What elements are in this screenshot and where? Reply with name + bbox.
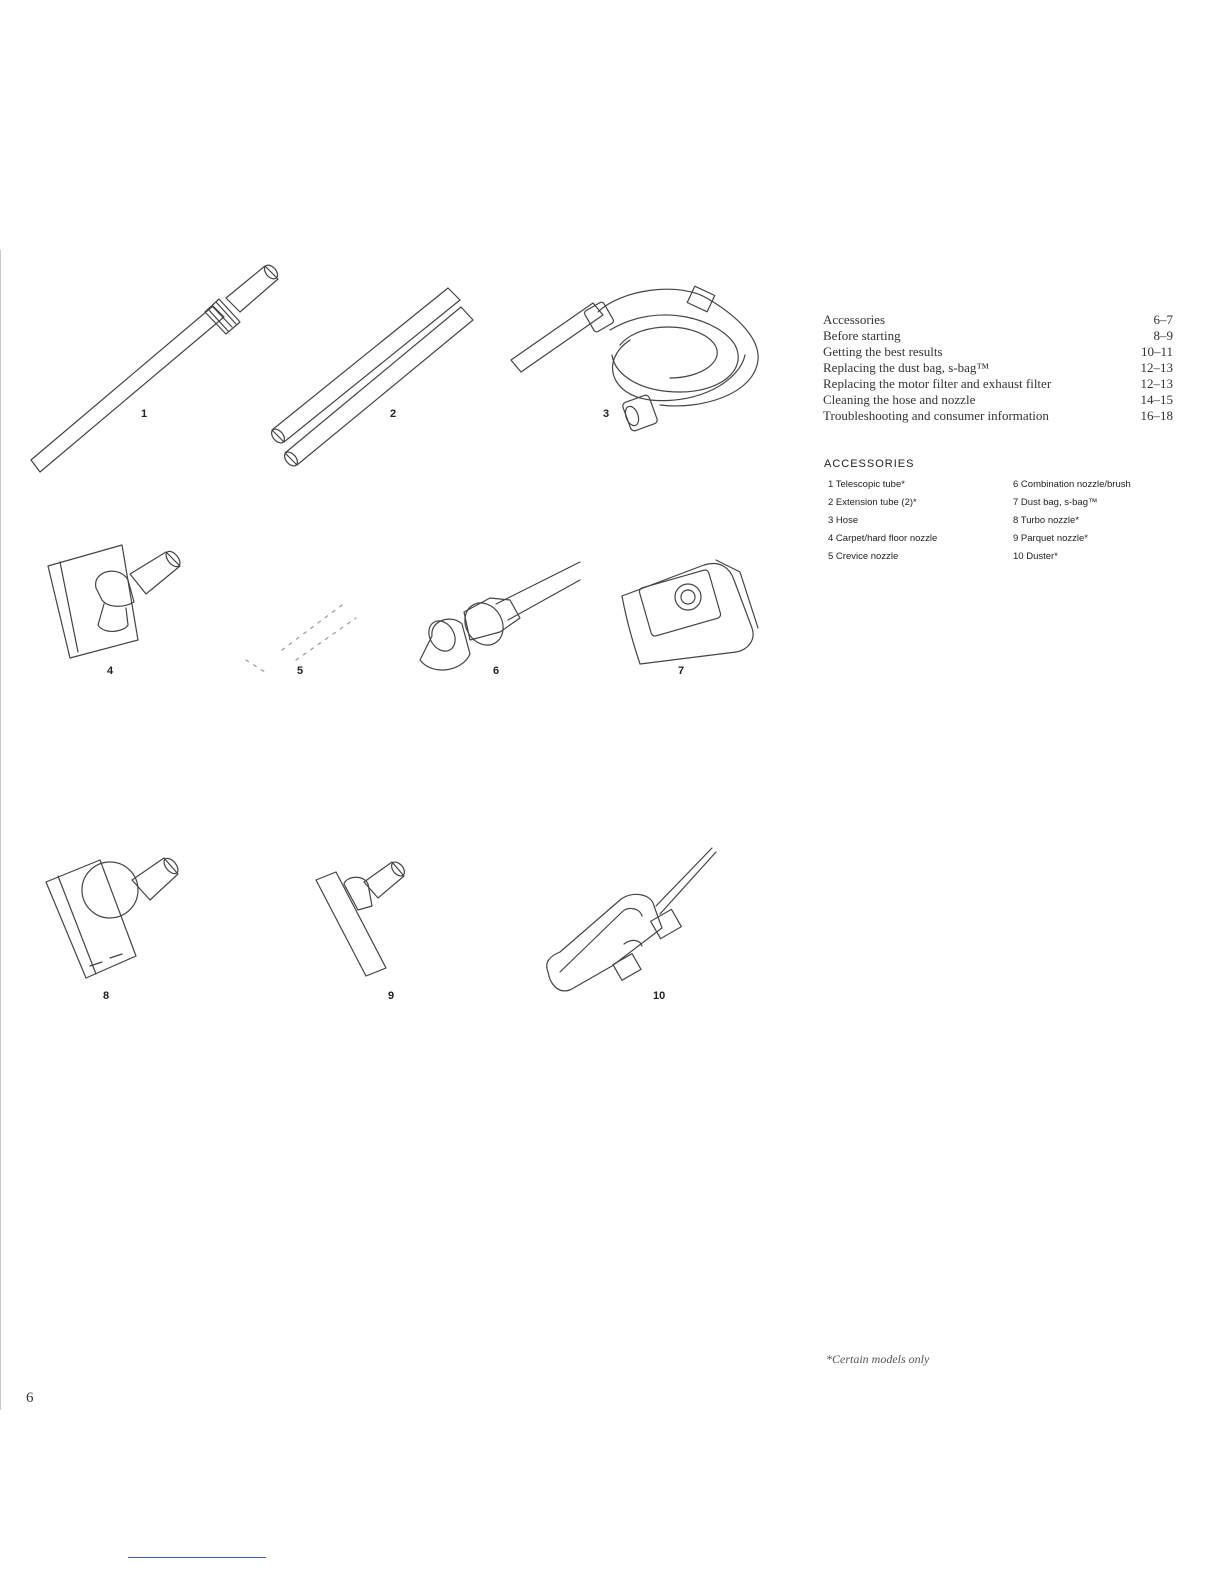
list-item: 3 Hose [828,515,859,526]
toc-row[interactable] [823,408,1173,424]
carpet-nozzle-icon [48,545,183,658]
toc-pages: 14–15 [1140,392,1173,407]
toc-row[interactable] [823,312,1173,328]
toc-title: Accessories [823,312,886,327]
hose-icon [511,286,758,432]
turbo-nozzle-icon [46,856,181,978]
toc-pages: 10–11 [1140,344,1173,359]
list-item: 4 Carpet/hard floor nozzle [828,533,938,544]
list-item: 7 Dust bag, s-bag™ [1013,497,1098,508]
toc-row[interactable] [823,376,1173,392]
crevice-nozzle-icon [246,602,356,674]
list-item: 6 Combination nozzle/brush [1013,479,1131,490]
telescopic-tube-icon [31,263,280,472]
toc-pages: 6–7 [1153,312,1173,327]
figure-number-4: 4 [107,665,114,677]
toc-row[interactable] [823,344,1173,360]
toc-title: Replacing the dust bag, s-bag™ [823,360,990,375]
list-item: 9 Parquet nozzle* [1013,533,1088,544]
extension-tube-icon [269,288,473,468]
accessories-list-right [1013,478,1131,568]
toc-title: Getting the best results [823,344,943,359]
list-item: 8 Turbo nozzle* [1013,515,1080,526]
figure-number-6: 6 [493,665,500,677]
figure-number-10: 10 [653,990,666,1002]
figure-number-2: 2 [390,408,397,420]
list-item: 1 Telescopic tube* [828,479,905,490]
toc-pages: 12–13 [1140,360,1173,375]
toc-pages: 12–13 [1140,376,1173,391]
toc-title: Before starting [823,328,901,343]
table-of-contents [823,312,1173,424]
list-item: 10 Duster* [1013,551,1058,562]
accessories-list-left [828,478,937,568]
bottom-rule [128,1557,266,1558]
figure-number-7: 7 [678,665,685,677]
figure-number-1: 1 [141,408,148,420]
list-item: 5 Crevice nozzle [828,551,899,562]
combination-nozzle-icon [420,562,580,670]
toc-title: Troubleshooting and consumer information [823,408,1049,423]
accessories-heading: ACCESSORIES [824,458,915,470]
duster-icon [547,848,716,991]
toc-pages: 8–9 [1153,328,1173,343]
list-item: 2 Extension tube (2)* [828,497,917,508]
figure-number-3: 3 [603,408,610,420]
figure-number-9: 9 [388,990,395,1002]
parquet-nozzle-icon [316,860,407,976]
dust-bag-icon [622,560,758,664]
page-number: 6 [26,1390,34,1406]
toc-pages: 16–18 [1140,408,1173,423]
toc-title: Replacing the motor filter and exhaust filter [823,376,1052,391]
figure-number-8: 8 [103,990,110,1002]
figure-number-5: 5 [297,665,304,677]
toc-row[interactable] [823,360,1173,376]
footnote: *Certain models only [826,1352,930,1366]
toc-row[interactable] [823,392,1173,408]
toc-title: Cleaning the hose and nozzle [823,392,976,407]
toc-row[interactable] [823,328,1173,344]
